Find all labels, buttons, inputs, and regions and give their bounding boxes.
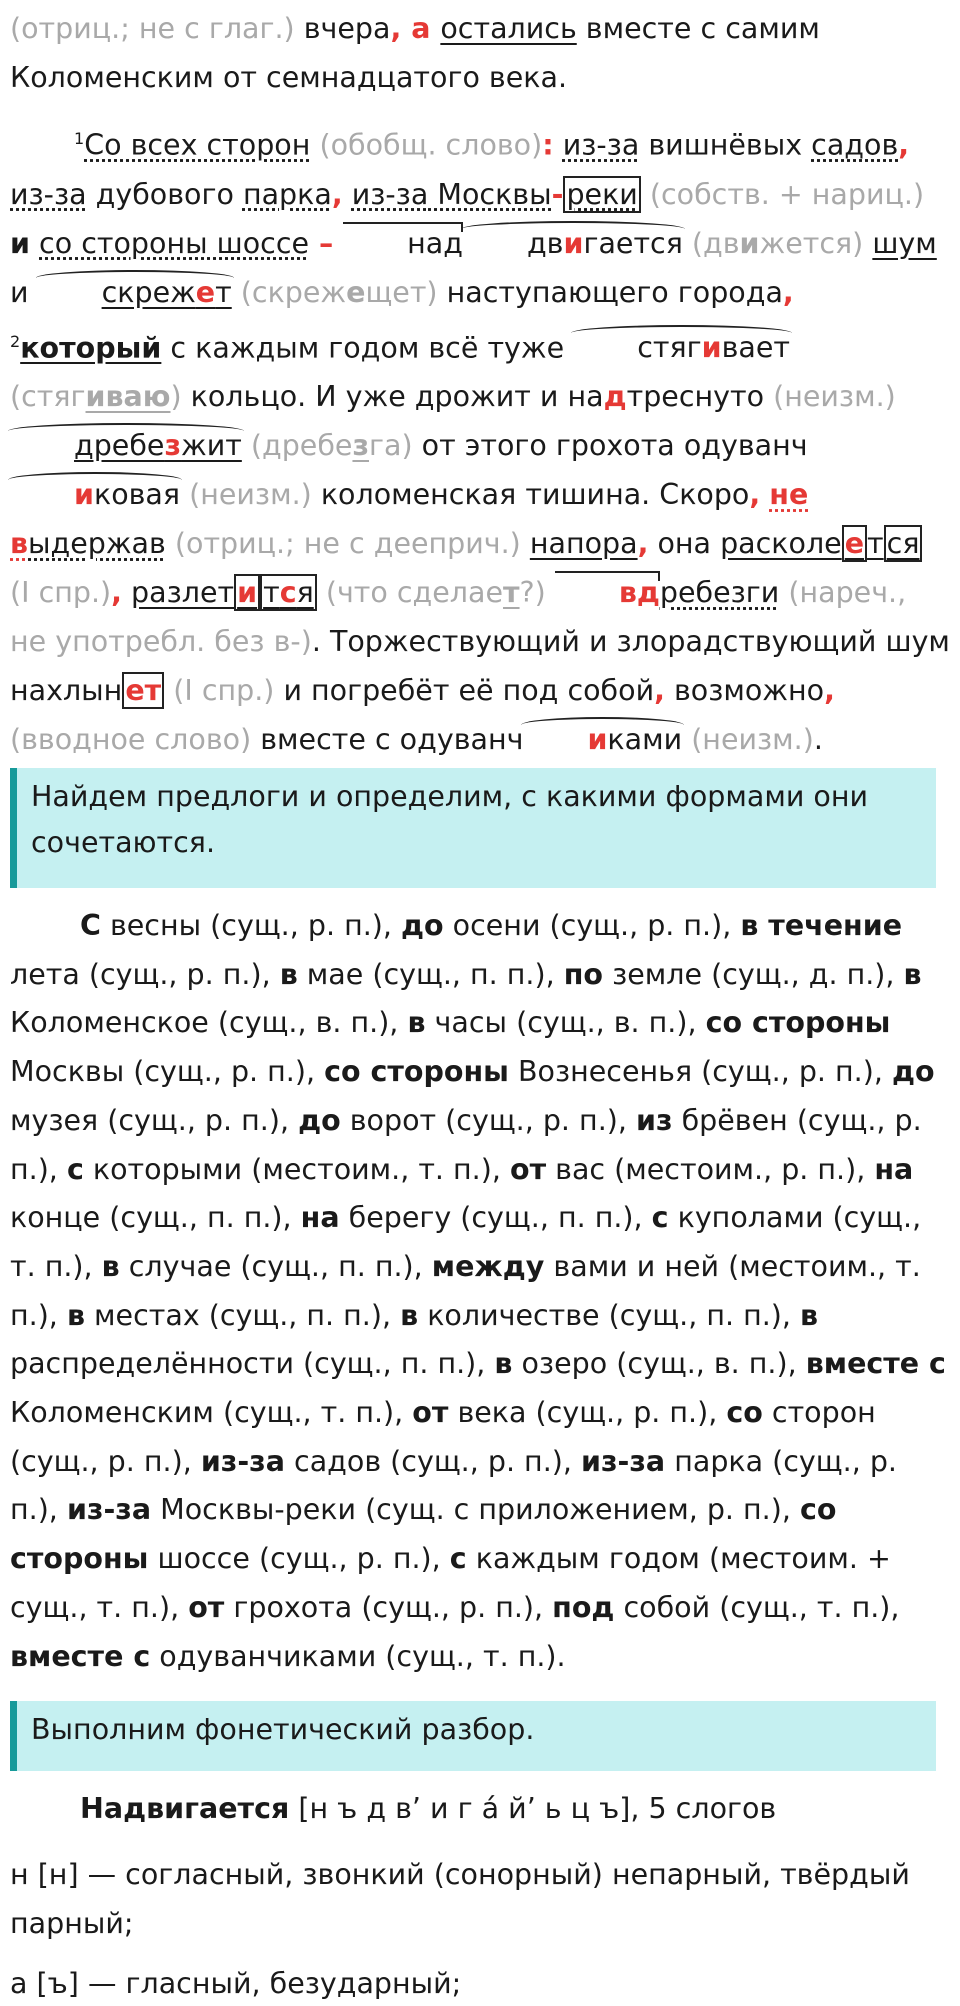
section-heading-prepositions [10,768,936,888]
grammar-note: (отриц.; не с дееприч.) [174,527,521,560]
governed-form: Коломенское (сущ., в. п.), [10,1006,408,1040]
participle-word: ыдержав [28,527,166,560]
preposition: из-за [10,177,87,211]
preposition: из-за [351,177,429,211]
preposition: в [66,1298,85,1332]
governed-form: каждым годом (местоим. + сущ., т. п.), [10,1542,891,1624]
governed-form: лета (сущ., р. п.), [10,957,280,991]
governed-form: Вознесенья (сущ., р. п.), [508,1055,892,1089]
postfix-box: ся [884,525,923,562]
section-heading-phonetic [10,1701,936,1771]
grammar-note: (собств. + нариц.) [649,177,925,211]
grammar-note: (I спр.) [10,576,112,609]
governed-form: брёвен (сущ., р. п.), [10,1103,922,1186]
vowel-highlight: и [563,226,584,260]
preposition: по [563,957,604,991]
homogeneous-member: парка [242,177,332,211]
section-heading-text: Выполним фонетический разбор. [31,1713,535,1746]
preposition: до [891,1055,935,1089]
preposition: из [636,1103,673,1137]
dash-mark: – [309,226,344,260]
hyphen-mark: - [551,177,564,211]
predicate: расколе е т ся [720,525,922,562]
predicate-root-arc: дребезжит [10,421,242,470]
governed-form: земле (сущ., д. п.), [603,957,904,991]
prefix-highlight: в [10,527,29,560]
preposition: в [494,1347,513,1381]
governed-form: озеро (сущ., в. п.), [512,1347,806,1381]
preposition: в течение [740,909,903,942]
grammar-note: (отриц.; не с глаг.) [10,12,295,45]
comma-mark: , [782,275,794,309]
preposition: в [800,1298,819,1332]
governed-form: осени (сущ., р. п.), [443,909,741,942]
conjunction: и [10,226,30,260]
preposition: из-за [562,128,640,162]
preposition: из-за [581,1444,666,1478]
negation-particle: не [769,478,809,511]
governed-form: ворот (сущ., р. п.), [340,1103,636,1137]
adverbial: со стороны шоссе [39,226,310,260]
prefix-mark: над [343,219,463,268]
text-run: вместе с самим Коломенским от семнадцатого века. [10,12,820,94]
prefix-mark: вд [555,568,660,617]
subject: шум [872,226,937,260]
governed-form: распределённости (сущ., п. п.), [10,1347,495,1381]
vowel-highlight: и [74,478,94,511]
subject-root-arc: скрежет [38,268,232,317]
preposition: со [726,1396,763,1430]
colon-mark: : [542,128,554,162]
governed-form: собой (сущ., т. п.), [614,1590,900,1624]
comma-mark: , [749,478,761,511]
text-paragraph-2: $^1$Со всех сторон (обобщ. слово): из-за вишнёвых садов, из-за дубового парка, из-за Москвы- реки (собств. + нариц.) и со стороны шоссе – над двигается (движется) шум и скрежет (скрежещет) наступающего города, $^2$который с каждым годом всё туже стягивает (стягиваю) кольцо. И уже дрожит и надтреснуто (неизм.) дребезжит (дребезга) от этого грохота одуванчиковая (неизм.) коломенская тишина. Скоро, не выдержав (отриц.; не с дееприч.) напора, она расколе е т ся (I спр.), разлет и тся (что сделает?) вдребезги (нареч., не употребл. без в-). Торжествующий и злорадствующий шум нахлын ет (I спр.) и погребёт её под собой, возможно, (вводное слово) вместе с одуванч иками (неизм.). [10,114,950,764]
comma-mark: , [111,576,122,609]
root-box: реки [563,176,640,213]
check-word: (скрежещет) [240,275,438,309]
predicate: разлет и тся [131,574,317,611]
governed-form: шоссе (сущ., р. п.), [148,1542,450,1576]
governed-form: куполами (сущ., т. п.), [10,1201,922,1283]
preposition: на [300,1201,340,1235]
governed-form: берегу (сущ., п. п.), [339,1201,652,1235]
consonant-highlight: д [603,380,627,413]
governed-form: вас (местоим., р. п.), [546,1152,875,1186]
root-arc: стягивает [573,323,790,372]
suffix-arc: иковая [10,470,180,519]
phonetic-line-2: а [ъ] — гласный, безударный; [10,1967,462,2000]
governed-form: садов (сущ., р. п.), [284,1444,581,1478]
preposition: с [66,1152,84,1186]
comma-mark: , [654,674,665,707]
predicate: остались [440,12,577,45]
governed-form: мае (сущ., п. п.), [297,957,564,991]
governed-form: Москвы (сущ., р. п.), [10,1055,325,1089]
preposition: до [401,909,444,942]
comma-mark: , [637,527,649,560]
preposition: со стороны [10,1493,837,1576]
check-word: (стягиваю) [10,380,182,413]
comma-mark: , [898,128,910,162]
prepositions-paragraph [10,902,950,1681]
section-heading-text: Найдем предлоги и определим, с какими формами они сочетаются. [31,780,869,859]
grammar-note: (неизм.) [189,478,312,511]
predicate [343,227,683,260]
preposition: со стороны [324,1055,509,1089]
governed-form: Коломенским (сущ., т. п.), [10,1396,413,1430]
grammar-note: (нареч., не употребл. без в-) [10,576,907,658]
grammar-note: (I спр.) [173,674,275,707]
governed-form: количестве (сущ., п. п.), [418,1298,800,1332]
comma-mark: , [824,674,835,707]
preposition: между [431,1249,545,1283]
proper-noun: Москвы [428,177,552,211]
ending-box: ет [122,672,164,709]
governed-form: века (сущ., р. п.), [448,1396,727,1430]
preposition: со стороны [705,1006,891,1040]
governed-form: грохота (сущ., р. п.), [224,1590,553,1624]
root-arc: двигается [463,219,683,268]
preposition: на [874,1152,914,1186]
comma-mark: , [331,177,343,211]
text-paragraph-1 [10,4,950,102]
governed-form: Москвы-реки (сущ. с приложением, р. п.), [151,1493,800,1527]
preposition: с [449,1542,467,1576]
grammar-note: (вводное слово) [10,723,252,756]
preposition: под [552,1590,615,1624]
preposition: от [188,1590,225,1624]
preposition: вместе с [10,1639,151,1673]
analyzed-word: Надвигается [80,1792,290,1825]
governed-form: сторон (сущ., р. п.), [10,1396,876,1478]
preposition: вместе с [805,1347,946,1381]
preposition: в [400,1298,419,1332]
object-word: напора [529,527,638,560]
preposition: до [298,1103,341,1137]
predicate [573,331,790,364]
generalizing-word: Со всех сторон [84,128,311,162]
governed-form: случае (сущ., п. п.), [119,1249,432,1283]
suffix-arc: иками [523,715,682,764]
governed-form: парка (сущ., р. п.), [10,1444,897,1527]
preposition: из-за [66,1493,152,1527]
consonant-highlight: з [164,429,182,462]
vowel-highlight: и [701,331,722,364]
governed-form: одуванчиками (сущ., т. п.). [150,1639,566,1673]
grammar-note: (неизм.) [691,723,814,756]
ending-box: е [842,525,867,562]
preposition: С [80,909,101,942]
check-word: (движется) [691,226,864,260]
relative-pronoun: который [20,331,162,364]
preposition: от [509,1152,547,1186]
text-run: вчера [294,12,391,45]
adverb-word: вдребезги [555,576,779,609]
homogeneous-member: садов [811,128,899,162]
governed-form: музея (сущ., р. п.), [10,1103,299,1137]
transcription: [н ъ д в’ и г á й’ ь ц ъ], 5 слогов [289,1792,777,1825]
preposition: в [407,1006,426,1040]
governed-form: часы (сущ., в. п.), [425,1006,706,1040]
governed-form: местах (сущ., п. п.), [84,1298,401,1332]
preposition: из-за [200,1444,285,1478]
governed-form: весны (сущ., р. п.), [100,909,401,942]
preposition: от [412,1396,449,1430]
vowel-highlight: и [587,723,608,756]
preposition: с [651,1201,669,1235]
phonetic-title [10,1785,950,1833]
preposition: в [279,957,298,991]
grammar-note: (обобщ. слово) [319,128,543,162]
vowel-highlight: е [195,275,216,309]
check-word: (что сделает?) [325,576,546,609]
sentence-number: 1 [74,129,85,148]
ending-box: и [234,574,260,611]
sentence-number: 2 [10,331,21,351]
governed-form: вами и ней (местоим., т. п.), [10,1249,921,1332]
conjunction: , а [390,12,441,45]
phonetic-line-1: н [н] — согласный, звонкий (сонорный) непарный, твёрдый парный; [10,1858,910,1940]
governed-form: которыми (местоим., т. п.), [83,1152,510,1186]
governed-form: конце (сущ., п. п.), [10,1201,301,1235]
preposition: в [903,957,922,991]
postfix-box: тся [260,574,317,611]
preposition: в [101,1249,120,1283]
check-word: (дребезга) [250,429,413,462]
grammar-note: (неизм.) [773,380,896,413]
